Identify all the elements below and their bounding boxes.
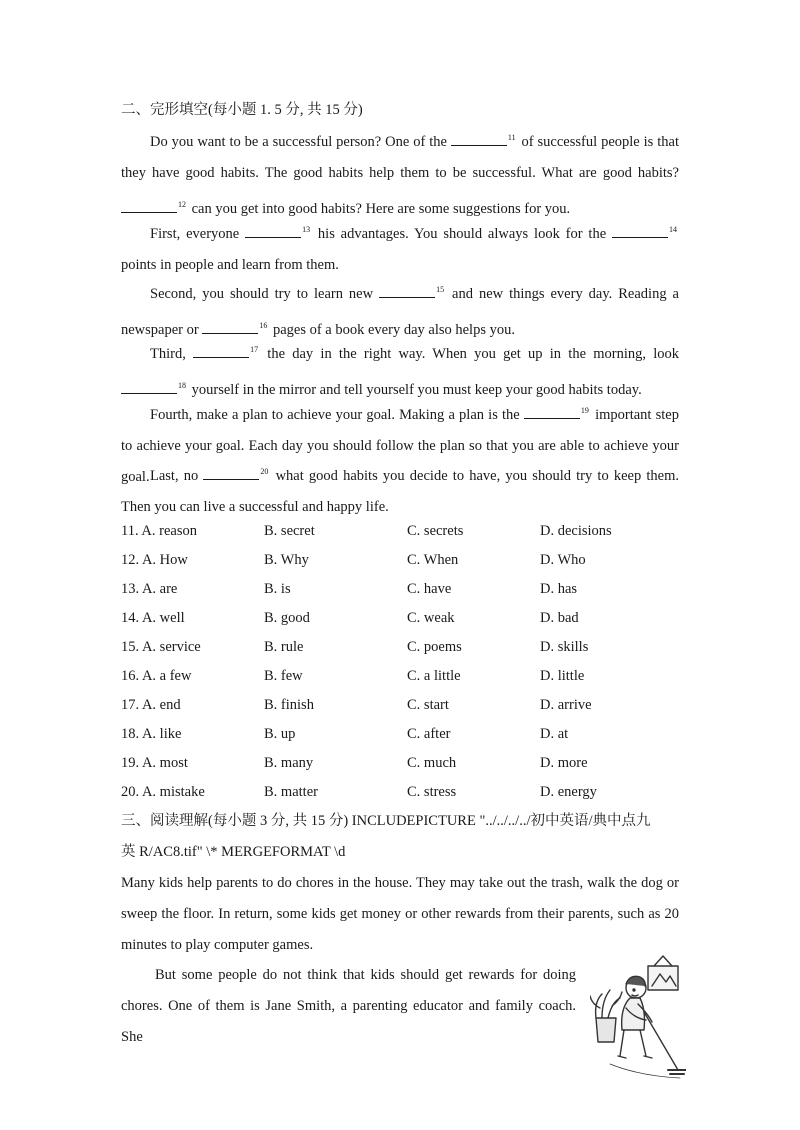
blank-number-12: 12 — [178, 199, 186, 209]
blank-12 — [121, 200, 177, 213]
option-d: D. has — [540, 581, 578, 597]
option-row-13 — [121, 575, 681, 604]
section3-heading-line2: 英 R/AC8.tif" \* MERGEFORMAT \d — [121, 844, 346, 860]
option-c: C. have — [407, 581, 452, 597]
blank-16 — [202, 321, 258, 334]
option-d: D. bad — [540, 610, 579, 626]
option-c: C. poems — [407, 639, 462, 655]
option-row-19 — [121, 749, 681, 778]
option-a: 16. A. a few — [121, 668, 192, 684]
option-row-17 — [121, 691, 681, 720]
blank-11 — [451, 133, 507, 146]
sweeping-figure-drawing — [590, 952, 686, 1082]
option-a: 12. A. How — [121, 552, 188, 568]
blank-13 — [245, 225, 301, 238]
option-c: C. secrets — [407, 523, 464, 539]
reading-paragraph-1: Many kids help parents to do chores in the house. They may take out the trash, walk the dog or sweep the floor. In return, some kids get money or other rewards from their parents, such as 20 minutes to play computer games. — [121, 875, 679, 953]
option-a: 15. A. service — [121, 639, 201, 655]
option-d: D. energy — [540, 784, 597, 800]
section2-heading: 二、完形填空(每小题 1. 5 分, 共 15 分) — [121, 102, 363, 118]
cloze-paragraph-3: Second, you should try to learn new $^{15}$ and new things every day. Reading a newspaper or $^{16}$ pages of a book every day also helps you. — [121, 285, 679, 338]
option-d: D. skills — [540, 639, 589, 655]
option-c: C. When — [407, 552, 459, 568]
blank-19 — [524, 406, 580, 419]
option-c: C. stress — [407, 784, 457, 800]
option-a: 20. A. mistake — [121, 784, 205, 800]
option-row-18 — [121, 720, 681, 749]
option-d: D. at — [540, 726, 569, 742]
option-c: C. a little — [407, 668, 461, 684]
option-b: B. secret — [264, 523, 315, 539]
option-b: B. is — [264, 581, 291, 597]
blank-15 — [379, 285, 435, 298]
option-row-15 — [121, 633, 681, 662]
cloze-paragraph-5: Fourth, make a plan to achieve your goal. Making a plan is the $^{19}$ important step to achieve your goal. Each day you should follow the plan so that you are able to achieve your goal. — [121, 406, 679, 485]
cloze-paragraph-1: Do you want to be a successful person? One of the $^{11}$ of successful people is that they have good habits. The good habits help them to be successful. What are good habits? $^{12}$ can you get into good habits? Here are some suggestions for you. — [121, 133, 679, 217]
option-c: C. after — [407, 726, 451, 742]
option-b: B. finish — [264, 697, 314, 713]
option-d: D. Who — [540, 552, 586, 568]
option-a: 11. A. reason — [121, 523, 197, 539]
blank-number-14: 14 — [669, 225, 677, 234]
option-b: B. many — [264, 755, 314, 771]
option-b: B. rule — [264, 639, 304, 655]
option-row-20 — [121, 778, 681, 807]
option-a: 13. A. are — [121, 581, 178, 597]
blank-number-20: 20 — [260, 467, 269, 476]
option-d: D. arrive — [540, 697, 592, 713]
option-a: 19. A. most — [121, 755, 188, 771]
blank-number-18: 18 — [178, 380, 186, 390]
cloze-paragraph-6: Last, no $^{20}$ what good habits you decide to have, you should try to keep them. Then you can live a successful and happy life. — [121, 467, 680, 515]
option-row-11 — [121, 517, 681, 546]
option-b: B. few — [264, 668, 303, 684]
option-d: D. more — [540, 755, 588, 771]
option-a: 14. A. well — [121, 610, 185, 626]
option-c: C. weak — [407, 610, 455, 626]
option-c: C. start — [407, 697, 449, 713]
blank-17 — [193, 345, 249, 358]
option-d: D. little — [540, 668, 585, 684]
girl-sweeping-illustration — [590, 952, 686, 1082]
option-row-14 — [121, 604, 681, 633]
blank-number-19: 19 — [580, 406, 589, 415]
option-b: B. Why — [264, 552, 309, 568]
blank-number-16: 16 — [259, 320, 268, 330]
cloze-paragraph-4: Third, $^{17}$ the day in the right way. When you get up in the morning, look $^{18}$ yourself in the mirror and tell yourself you must keep your good habits today. — [121, 334, 679, 406]
option-row-16 — [121, 662, 681, 691]
option-b: B. matter — [264, 784, 318, 800]
option-b: B. good — [264, 610, 310, 626]
option-row-12 — [121, 546, 681, 575]
section3-heading-line1: 三、阅读理解(每小题 3 分, 共 15 分) INCLUDEPICTURE "../../../../初中英语/典中点九 — [121, 813, 651, 829]
blank-14 — [612, 225, 668, 238]
cloze-paragraph-2: First, everyone $^{13}$ his advantages. You should always look for the $^{14}$ points in people and learn from them. — [121, 225, 677, 273]
option-c: C. much — [407, 755, 457, 771]
blank-number-15: 15 — [436, 285, 445, 294]
option-b: B. up — [264, 726, 296, 742]
blank-18 — [121, 381, 177, 394]
blank-number-11: 11 — [507, 133, 516, 142]
option-a: 18. A. like — [121, 726, 182, 742]
blank-20 — [203, 467, 259, 480]
option-a: 17. A. end — [121, 697, 181, 713]
reading-paragraph-2: But some people do not think that kids should get rewards for doing chores. One of them is Jane Smith, a parenting educator and family coach. She — [121, 967, 576, 1045]
blank-number-13: 13 — [302, 225, 311, 234]
blank-number-17: 17 — [250, 345, 259, 354]
option-d: D. decisions — [540, 523, 612, 539]
